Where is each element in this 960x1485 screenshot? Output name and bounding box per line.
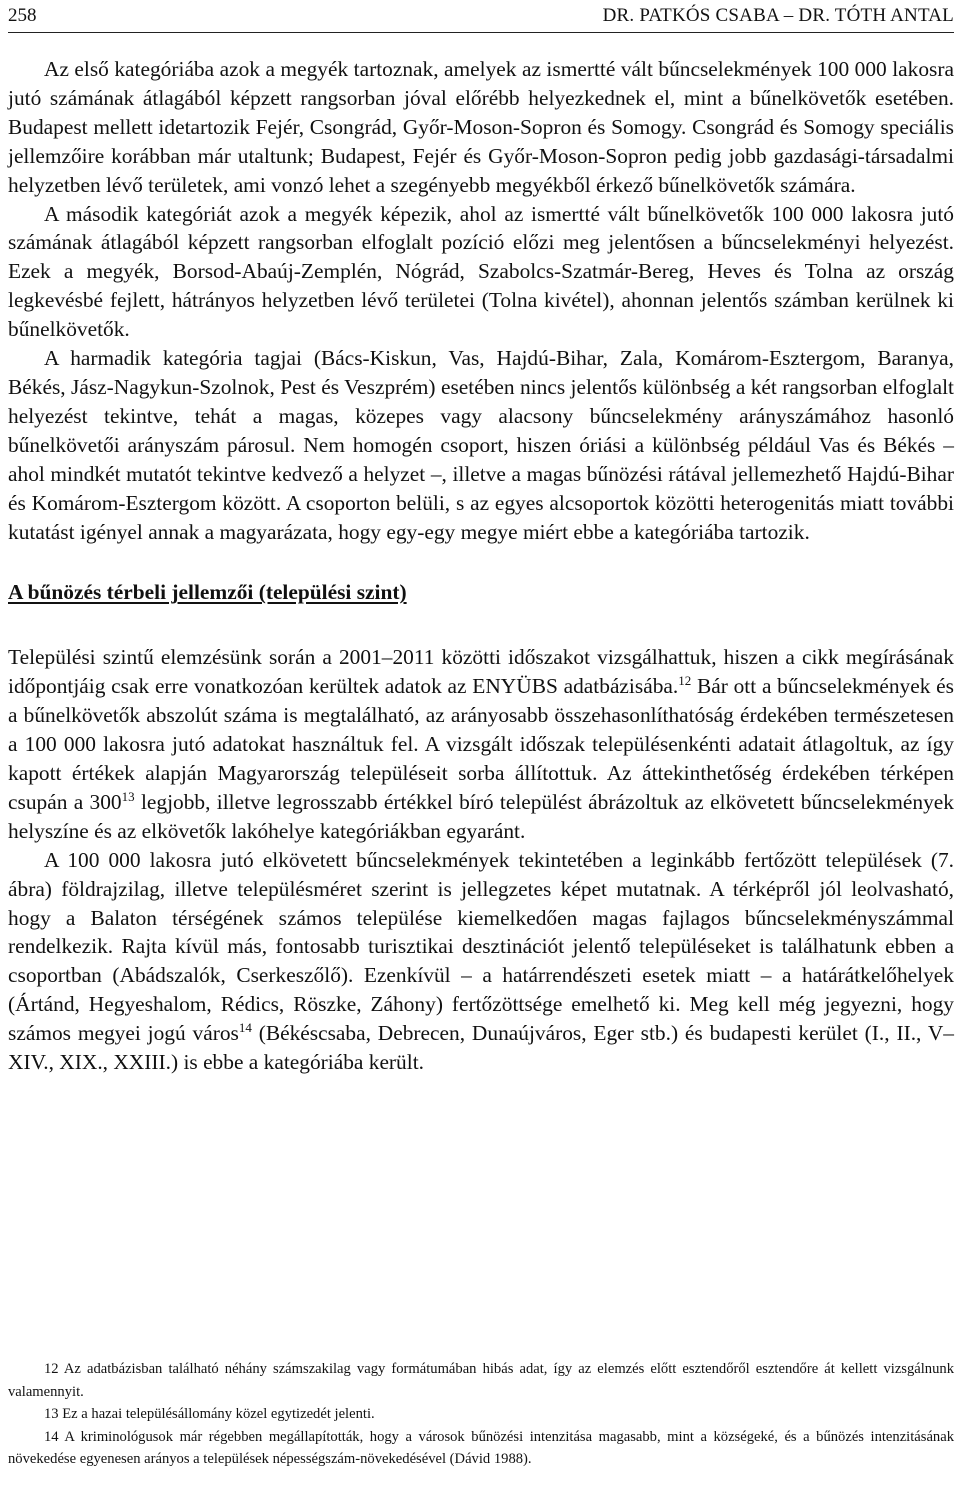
- paragraph-infected-settlements: [8, 846, 954, 1077]
- footnote-12: 12 Az adatbázisban található néhány számszakilag vagy formátumában hibás adat, így az elemzés előtt esztendőről esztendőre át kellett vizsgálnunk valamennyit.: [8, 1361, 954, 1400]
- page-header: [8, 0, 954, 33]
- paragraph-second-category: A második kategóriát azok a megyék képezik, ahol az ismertté vált bűnelkövetők 100 000 lakosra jutó számának átlagából képzett rangsorban elfoglalt pozíció előzi meg jelentősen a bűncselekményi helyezést. Ezek a megyék, Borsod-Abaúj-Zemplén, Nógrád, Szabolcs-Szatmár-Bereg, Heves és Tolna az ország legkevésbé fejlett, hátrányos helyzetben lévő területei (Tolna kivétel), ahonnan jelentős számban kerülnek ki bűnelkövetők.: [8, 201, 954, 342]
- footnote-ref-13[interactable]: 13: [121, 788, 135, 804]
- paragraph-text: legjobb, illetve legrosszabb értékkel bíró települést ábrázoltuk az elkövetett bűncselekmények helyszíne és az elkövetők lakóhelye kategóriákban egyaránt.: [8, 789, 954, 843]
- paragraph-text: Települési szintű elemzésünk során a 2001–2011 közötti időszakot vizsgálhattuk, hiszen a cikk megírásának időpontjáig csak erre vonatkozóan kerültek adatok az ENYÜBS adatbázisába.: [8, 645, 954, 699]
- footnotes: [8, 1358, 954, 1471]
- paragraph-settlement-level: [8, 643, 954, 845]
- document-page: [8, 0, 954, 1485]
- paragraph-text: (Békéscsaba, Debrecen, Dunaújváros, Eger stb.) és budapesti kerület (I., II., V–XIV., XIX., XXIII.) is ebbe a kategóriába került.: [8, 1021, 954, 1075]
- footnote-ref-12[interactable]: 12: [678, 673, 692, 689]
- page-number: 258: [8, 5, 37, 26]
- paragraph-first-category: Az első kategóriába azok a megyék tartoznak, amelyek az ismertté vált bűncselekmények 100 000 lakosra jutó számának átlagából képzett rangsorban jóval előrébb helyezkednek el, mint a bűnelkövetők esetében. Budapest mellett idetartozik Fejér, Csongrád, Győr-Moson-Sopron és Somogy. Csongrád és Somogy speciális jellemzőire korábban már utaltunk; Budapest, Fejér és Győr-Moson-Sopron pedig jobb gazdasági-társadalmi helyzetben lévő területek, ami vonzó lehet a szegényebb megyékből érkező bűnelkövetők számára.: [8, 57, 954, 197]
- paragraph-text: A 100 000 lakosra jutó elkövetett bűncselekmények tekintetében a leginkább fertőzött települések (7. ábra) földrajzilag, illetve településméret szerint is jellegzetes képet mutatnak. A térképről jól leolvasható, hogy a Balaton térségének számos települése kiemelkedően magas fajlagos bűncselekményszámmal rendelkezik. Rajta kívül más, fontosabb turisztikai desztinációt jelentő településeket is találhatunk ebben a csoportban (Abádszalók, Cserkeszőlő). Ezenkívül – a határrendészeti esetek miatt – a határátkelőhelyek (Ártánd, Hegyeshalom, Rédics, Röszke, Záhony) fertőzöttsége emelhető ki. Meg kell még jegyezni, hogy számos megyei jogú város: [8, 847, 954, 1046]
- footnote-13: 13 Ez a hazai településállomány közel egytizedét jelenti.: [44, 1406, 375, 1422]
- paragraph-third-category: A harmadik kategória tagjai (Bács-Kiskun, Vas, Hajdú-Bihar, Zala, Komárom-Esztergom, Baranya, Békés, Jász-Nagykun-Szolnok, Pest és Veszprém) esetében nincs jelentős különbség a két rangsorban elfoglalt helyezést tekintve, tehát a magas, közepes vagy alacsony bűncselekmény arányszámához hasonló bűnelkövetői arányszám párosul. Nem homogén csoport, hiszen óriási a különbség például Vas és Békés – ahol mindkét mutatót tekintve kedvező a helyzet –, illetve a magas bűnözési rátával jellemezhető Hajdú-Bihar és Komárom-Esztergom között. A csoporton belüli, s az egyes alcsoportok közötti heterogenitás miatt további kutatást igényel annak a magyarázata, hogy egy-egy megye miért ebbe a kategóriába tartozik.: [8, 346, 954, 544]
- body-text: [8, 55, 954, 1077]
- section-heading: A bűnözés térbeli jellemzői (települési szint): [8, 580, 407, 605]
- section-body: [8, 643, 954, 1077]
- paragraph-text: Bár ott a bűncselekmények és a bűnelkövetők abszolút száma is megtalálható, az arányosabb összehasonlíthatóság érdekében természetesen a 100 000 lakosra jutó adatokat használtuk fel. A vizsgált időszak településenkénti adatait átlagoltuk, az így kapott értékek alapján Magyarország településeit sorba állítottuk. Az áttekinthetőség érdekében térképen csupán a 300: [8, 674, 954, 814]
- footnote-ref-14[interactable]: 14: [238, 1020, 252, 1036]
- footnote-14: 14 A kriminológusok már régebben megállapították, hogy a városok bűnözési intenzitása magasabb, mint a községeké, és a bűnözés intenzitásának növekedése egyenesen arányos a települések népességszám-növekedésével (Dávid 1988).: [8, 1428, 954, 1467]
- running-head: DR. PATKÓS CSABA – DR. TÓTH ANTAL: [602, 5, 954, 26]
